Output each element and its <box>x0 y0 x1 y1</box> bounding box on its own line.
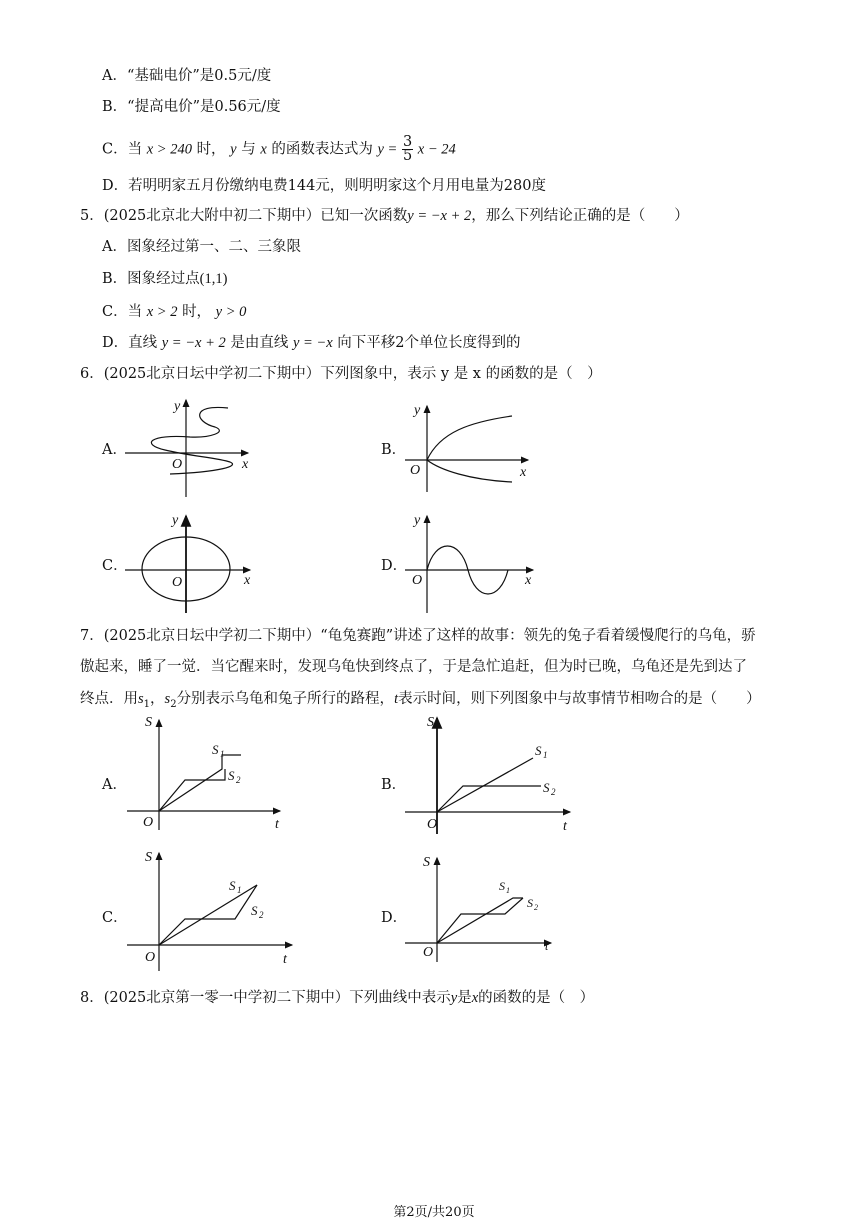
q7d-s2-label: S <box>527 896 533 910</box>
q7b-origin: O <box>427 817 438 832</box>
q7-graph-c <box>125 847 305 972</box>
q5-option-a: A．图象经过第一、二、三象限 <box>102 239 301 255</box>
q7b-s2-line <box>437 786 541 812</box>
q8-stem-mid: 是 <box>457 990 472 1006</box>
q7-s2: s <box>164 691 171 707</box>
q6-label-c: C． <box>102 558 128 574</box>
q7d-s1-line <box>437 898 523 943</box>
q5-c-text: 时， <box>182 304 212 320</box>
q7-graph-a <box>125 712 295 832</box>
q6c-x-label: x <box>244 573 251 588</box>
q7-graph-b <box>403 712 583 837</box>
q5-d-expr2: y = −x <box>292 335 333 351</box>
q5-b-prefix: B．图象经过点 <box>102 271 200 287</box>
q7c-t-label: t <box>283 952 287 967</box>
q7-stem-line3 <box>80 689 761 715</box>
q5-c-result: y > 0 <box>215 304 247 320</box>
q7d-s2-sub: 2 <box>534 903 538 912</box>
q5-stem <box>80 206 689 226</box>
q5-d-text: 是由直线 <box>230 335 289 351</box>
q6a-curve <box>151 407 232 474</box>
q8-var-y: y <box>450 990 458 1006</box>
q7-label-c: C． <box>102 910 128 926</box>
q7d-s1-label: S <box>499 879 505 893</box>
q4-c-var-x: x <box>260 141 267 158</box>
q4-c-frac-num: 3 <box>402 134 413 150</box>
q7-s1-sub: 1 <box>143 698 151 710</box>
q7-label-a: A． <box>102 777 127 793</box>
q6-stem: 6．(2025北京日坛中学初二下期中）下列图象中，表示 y 是 x 的函数的是（ ） <box>80 366 602 382</box>
q7-stem-line1: 7．(2025北京日坛中学初二下期中）“龟兔赛跑”讲述了这样的故事：领先的兔子看着缓慢爬行的乌龟，骄 <box>80 628 756 644</box>
q7d-s2-line <box>437 898 523 943</box>
q6-label-d: D． <box>381 558 408 574</box>
q6-label-a: A． <box>102 442 127 458</box>
q7-stem-text-c: 分别表示乌龟和兔子所行的路程， <box>176 691 395 707</box>
q7-label-b: B． <box>381 777 407 793</box>
q6a-x-label: x <box>242 457 249 472</box>
q4-c-expr-right: x − 24 <box>417 141 456 158</box>
q4-c-text1: 时， <box>196 141 226 158</box>
q7b-s1-sub: 1 <box>543 750 548 760</box>
q7b-s1-label: S <box>535 743 542 758</box>
q7b-s2-label: S <box>543 780 550 795</box>
q7c-s2-sub: 2 <box>259 910 264 920</box>
q6a-origin: O <box>172 457 183 472</box>
q7d-t-label: t <box>545 939 549 953</box>
q4-option-d: D．若明明家五月份缴纳电费144元，则明明家这个月用电量为280度 <box>102 178 546 194</box>
q7a-s-label: S <box>145 715 152 730</box>
q7-stem-text-d: 表示时间，则下列图象中与故事情节相吻合的是（ ） <box>398 691 761 707</box>
q4-option-a: A．“基础电价”是0.5元/度 <box>102 68 272 84</box>
q7b-s1-line <box>437 758 533 812</box>
q5-d-expr1: y = −x + 2 <box>161 335 226 351</box>
q6b-x-label: x <box>520 465 527 480</box>
q4-c-prefix: C．当 <box>102 141 143 158</box>
q7c-s-label: S <box>145 850 152 865</box>
q4-c-text2: 与 <box>241 141 256 158</box>
q6-graph-b <box>400 400 540 500</box>
page-footer: 第2页/共20页 <box>393 1205 475 1220</box>
q6-graph-a <box>120 392 260 502</box>
q7d-origin: O <box>423 945 434 960</box>
q5-option-d <box>102 333 521 353</box>
q7c-s2-label: S <box>251 903 258 918</box>
q6d-origin: O <box>412 573 423 588</box>
q6b-origin: O <box>410 463 421 478</box>
q4-c-fraction <box>402 136 413 163</box>
q7c-origin: O <box>145 950 156 965</box>
q5-stem-prefix: 5．(2025北京北大附中初二下期中）已知一次函数 <box>80 208 408 224</box>
q7a-origin: O <box>143 815 154 830</box>
q6b-curve <box>427 416 512 482</box>
q7a-s2-sub: 2 <box>236 775 241 785</box>
q7c-s1-line <box>159 885 257 945</box>
q7d-s1-sub: 1 <box>506 886 510 895</box>
q6c-y-label: y <box>172 513 179 528</box>
q5-option-b <box>102 269 227 289</box>
q7a-t-label: t <box>275 817 279 832</box>
q7-t: t <box>394 691 399 707</box>
q8-stem <box>80 988 594 1008</box>
q4-c-var-y: y <box>230 141 237 158</box>
q7-label-d: D． <box>381 910 408 926</box>
q7c-s1-sub: 1 <box>237 885 242 895</box>
q7-s1: s <box>138 691 144 707</box>
q7b-s-label: S <box>427 715 434 730</box>
q5-stem-expr: y = −x + 2 <box>407 208 472 224</box>
q5-stem-suffix: ，那么下列结论正确的是（ ） <box>471 208 689 224</box>
q6-label-b: B． <box>381 442 407 458</box>
q6-graph-c <box>120 510 260 615</box>
q7-graph-d <box>403 852 573 967</box>
q8-var-x: x <box>471 990 479 1006</box>
q7c-s1-label: S <box>229 878 236 893</box>
q7a-s2-label: S <box>228 768 235 783</box>
q6a-y-label: y <box>174 399 181 414</box>
q7-s2-sub: 2 <box>170 698 177 710</box>
q7-stem-text-b: ， <box>150 691 165 707</box>
q8-stem-prefix: 8．(2025北京第一零一中学初二下期中）下列曲线中表示 <box>80 990 451 1006</box>
q5-option-c <box>102 302 246 322</box>
q7b-t-label: t <box>563 819 567 834</box>
q7b-s2-sub: 2 <box>551 787 556 797</box>
q6d-y-label: y <box>414 513 421 528</box>
q5-b-point: (1,1) <box>199 271 228 287</box>
q7a-s1-line <box>159 755 241 811</box>
q7d-s-label: S <box>423 855 430 870</box>
q7-stem-text-a: 终点．用 <box>80 691 138 707</box>
q4-c-condition: x > 240 <box>146 141 192 158</box>
q6b-y-label: y <box>414 403 421 418</box>
q8-stem-suffix: 的函数的是（ ） <box>478 990 595 1006</box>
q5-c-condition: x > 2 <box>146 304 178 320</box>
q7a-s1-sub: 1 <box>220 749 225 759</box>
q5-d-prefix: D．直线 <box>102 335 158 351</box>
q4-option-b: B．“提高电价”是0.56元/度 <box>102 99 281 115</box>
q6c-origin: O <box>172 575 183 590</box>
q6d-x-label: x <box>525 573 532 588</box>
q6-graph-d <box>400 510 550 615</box>
q5-c-prefix: C．当 <box>102 304 143 320</box>
q4-c-text3: 的函数表达式为 <box>271 141 373 158</box>
q4-c-frac-den: 5 <box>402 148 413 164</box>
q7a-s1-label: S <box>212 742 219 757</box>
q7-stem-line2: 傲起来，睡了一觉．当它醒来时，发现乌龟快到终点了，于是急忙追赶，但为时已晚，乌龟还是先到达了 <box>80 659 747 675</box>
q5-d-suffix: 向下平移2个单位长度得到的 <box>337 335 521 351</box>
q4-option-c <box>102 136 456 163</box>
q4-c-expr-left: y = <box>377 141 398 158</box>
